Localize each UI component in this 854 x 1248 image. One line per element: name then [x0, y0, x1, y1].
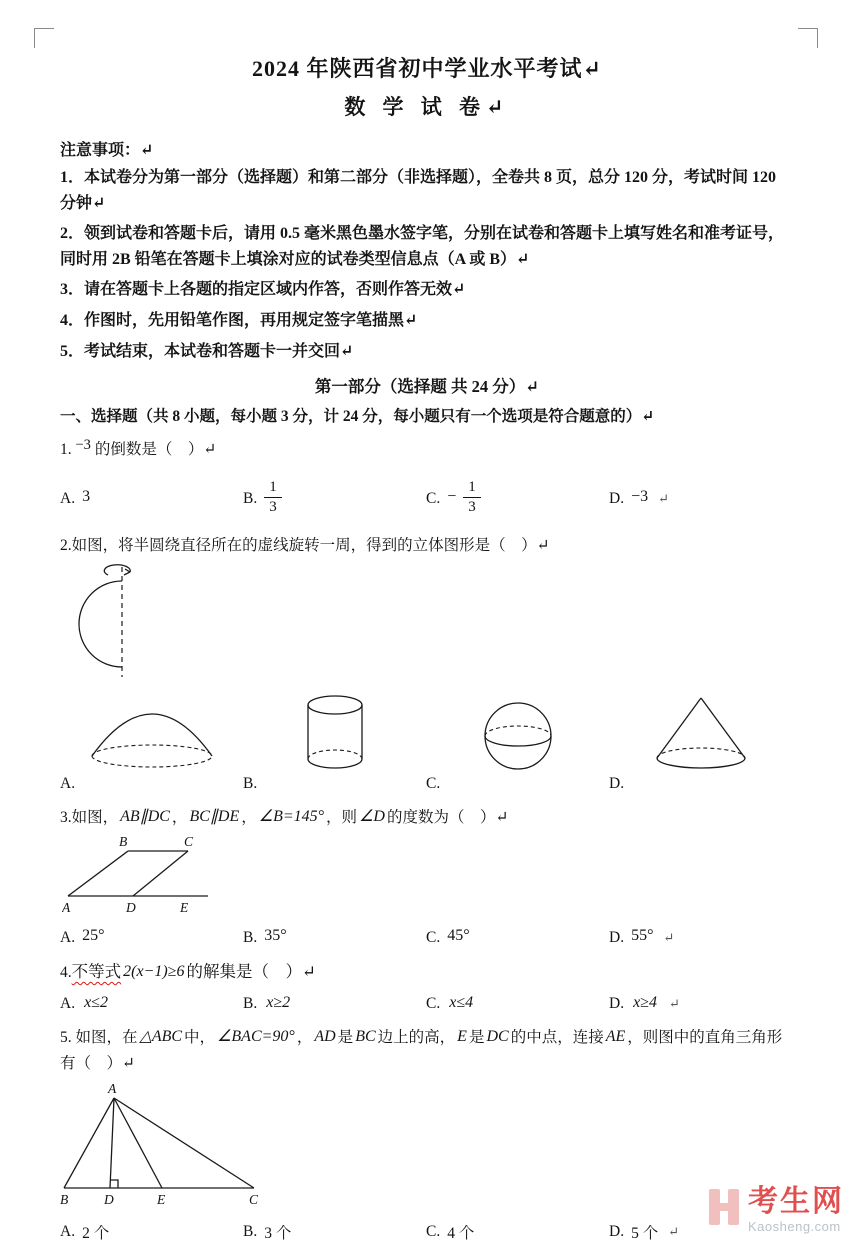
q5-label-c: C [249, 1192, 259, 1208]
q3-segment-cd [133, 851, 188, 896]
sphere-equator-front [485, 736, 551, 746]
q1-option-b-numerator: 1 [264, 479, 282, 498]
q5-text-3: ， [296, 1028, 313, 1046]
q1-math-neg3: −3 [75, 437, 91, 454]
q3-math-bc-de: BC∥DE [189, 807, 240, 825]
q5-paragraph-mark: ↵ [668, 1224, 680, 1240]
cylinder-figure [301, 692, 369, 772]
question-3-options [60, 929, 794, 947]
cone-base-front [657, 758, 745, 768]
q5-math-bc: BC [355, 1027, 376, 1045]
watermark-site-domain: Kaosheng.com [748, 1219, 841, 1234]
q5-math-angle-bac: ∠BAC=90° [217, 1027, 295, 1045]
sphere-equator-back [485, 726, 551, 736]
watermark-text [748, 1186, 844, 1235]
q5-option-b-value: 3 个 [264, 1225, 292, 1243]
q3-text-3: ， [241, 808, 257, 826]
q5-label-a: A [108, 1082, 117, 1097]
q3-option-d-value: 55° [631, 927, 654, 945]
q5-label-e: E [157, 1192, 166, 1208]
q1-option-b-fraction [264, 479, 282, 517]
q5-label-d: D [104, 1192, 114, 1208]
q5-text-1: 5. 如图，在 [60, 1028, 138, 1046]
q3-text-1: 3.如图， [60, 808, 119, 826]
q5-option-c [426, 1221, 609, 1243]
question-1-options [60, 476, 794, 522]
q3-option-c-value: 45° [447, 927, 470, 945]
q4-option-d-value: x≥4 [633, 993, 657, 1011]
q3-option-d-label: D. [609, 929, 625, 947]
question-5-options [60, 1221, 794, 1243]
q5-option-a [60, 1221, 243, 1243]
q4-option-a [60, 995, 243, 1013]
question-5-text [60, 1024, 794, 1078]
q3-label-b: B [119, 834, 128, 850]
right-triangle-diagram [60, 1082, 274, 1208]
notice-item-2: 2．领到试卷和答题卡后，请用 0.5 毫米黑色墨水签字笔，分别在试卷和答题卡上填写姓名和准考证号，同时用 2B 铅笔在答题卡上填涂对应的试卷类型信息点（A 或 B）↵ [60, 225, 785, 268]
sphere-outline [485, 703, 551, 769]
q1-option-c-fraction [463, 479, 481, 517]
q4-option-a-value: x≤2 [84, 993, 108, 1011]
q4-stem: 的解集是（ ）↵ [186, 962, 316, 982]
q3-label-c: C [184, 834, 194, 850]
q3-option-c-label: C. [426, 929, 441, 947]
cylinder-top [308, 696, 362, 714]
q4-option-a-label: A. [60, 994, 76, 1012]
q1-option-b [243, 480, 426, 518]
cone-base-back [657, 748, 745, 758]
q4-number: 4. [60, 964, 72, 982]
q2-figure-sphere-cell [426, 686, 609, 772]
q1-option-c-label: C. [426, 489, 441, 507]
q1-option-c [426, 480, 609, 518]
hemisphere-figure [84, 698, 220, 772]
cone-right-side [701, 698, 745, 758]
q2-semicircle-figure [64, 563, 794, 686]
q5-label-b: B [60, 1192, 69, 1208]
q5-segment-ac [114, 1098, 254, 1188]
semicircle-rotation-diagram [64, 563, 164, 681]
q1-option-c-denominator: 3 [468, 499, 476, 515]
q2-figure-hemisphere-cell [60, 686, 243, 772]
q1-option-c-sign: − [447, 487, 457, 505]
q1-option-a-value: 3 [82, 487, 91, 505]
q1-option-d [609, 487, 792, 508]
kaosheng-watermark [704, 1186, 844, 1235]
q5-text-7: 的中点，连接 [510, 1028, 604, 1046]
q3-text-5: 的度数为（ ）↵ [386, 808, 509, 826]
cylinder-bottom-back [308, 750, 362, 759]
q3-option-c [426, 929, 609, 947]
notice-item-1: 1．本试卷分为第一部分（选择题）和第二部分（非选择题），全卷共 8 页，总分 120 分，考试时间 120 分钟↵ [60, 169, 777, 212]
q3-option-b [243, 929, 426, 947]
q4-option-b-value: x≥2 [266, 993, 291, 1011]
hemisphere-base-back [92, 745, 212, 756]
q5-math-ad: AD [314, 1027, 336, 1045]
q5-segment-ae [114, 1098, 162, 1188]
q3-option-a-value: 25° [82, 927, 105, 945]
q3-math-angle-d: ∠D [359, 807, 385, 825]
q3-option-d [609, 929, 792, 947]
q5-math-dc: DC [486, 1027, 509, 1045]
q3-text-4: ，则 [326, 808, 358, 826]
q5-text-8: ，则图中的直角三角形有（ ）↵ [60, 1028, 783, 1072]
q1-option-b-denominator: 3 [269, 499, 277, 515]
q2-option-b-label: B. [243, 774, 258, 792]
notice-item-3: 3．请在答题卡上各题的指定区域内作答，否则作答无效↵ [60, 281, 466, 299]
sphere-figure [479, 700, 557, 772]
q1-option-d-value: −3 [631, 487, 649, 505]
q1-number: 1. [60, 441, 72, 459]
notices-heading: 注意事项：↵ [60, 142, 154, 159]
question-2-text: 2.如图，将半圆绕直径所在的虚线旋转一周，得到的立体图形是（ ）↵ [60, 536, 550, 554]
q5-text-5: 边上的高， [377, 1028, 456, 1046]
q5-altitude-ad [110, 1098, 114, 1188]
q2-option-c-label: C. [426, 774, 441, 792]
q3-option-b-label: B. [243, 929, 258, 947]
exam-title: 2024 年陕西省初中学业水平考试↵ [252, 56, 602, 81]
q5-option-b-label: B. [243, 1223, 258, 1241]
q2-solid-figures-row [60, 686, 794, 772]
q1-paragraph-mark: ↵ [658, 490, 670, 506]
q2-option-labels [60, 775, 794, 793]
q5-option-c-value: 4 个 [447, 1225, 475, 1243]
q3-figure [62, 834, 794, 921]
q4-option-b [243, 995, 426, 1013]
q2-figure-cone-cell [609, 686, 792, 772]
notice-item-5: 5．考试结束，本试卷和答题卡一并交回↵ [60, 342, 354, 360]
question-1-text [60, 437, 794, 463]
q5-option-c-label: C. [426, 1223, 441, 1241]
q1-option-a-label: A. [60, 489, 76, 507]
q5-text-2: 中， [184, 1028, 216, 1046]
q3-option-a [60, 929, 243, 947]
q4-paragraph-mark: ↵ [668, 995, 680, 1011]
q4-math-inequality: 2(x−1)≥6 [123, 963, 185, 981]
question-3-text [60, 804, 794, 831]
kaosheng-logo-icon [704, 1186, 746, 1228]
q4-option-b-label: B. [243, 994, 258, 1012]
notice-item-4: 4．作图时，先用铅笔作图，再用规定签字笔描黑↵ [60, 311, 418, 329]
q5-text-4: 是 [337, 1028, 354, 1046]
q5-figure [60, 1082, 794, 1213]
parallel-lines-diagram [62, 834, 232, 916]
q5-text-6: 是 [468, 1028, 485, 1046]
q3-option-b-value: 35° [264, 927, 287, 945]
q3-math-ab-dc: AB∥DC [120, 807, 170, 825]
q5-option-b [243, 1221, 426, 1243]
q4-option-d-label: D. [609, 994, 625, 1012]
q3-paragraph-mark: ↵ [663, 930, 675, 946]
q5-option-d-label: D. [609, 1223, 625, 1241]
q4-option-d [609, 995, 792, 1013]
q3-option-a-label: A. [60, 929, 76, 947]
q5-math-ae: AE [605, 1027, 626, 1045]
q2-option-a-label: A. [60, 774, 76, 792]
q1-option-a [60, 487, 243, 508]
q2-figure-cylinder-cell [243, 686, 426, 772]
question-4-options [60, 995, 794, 1013]
q4-option-c [426, 995, 609, 1013]
semicircle-arc [79, 581, 122, 667]
exam-subtitle: 数 学 试 卷↵ [344, 95, 510, 119]
q5-segment-ab [64, 1098, 114, 1188]
crop-mark-top-right [798, 28, 818, 48]
hemisphere-base-front [92, 756, 212, 767]
q2-option-d-label: D. [609, 774, 625, 792]
hemisphere-dome [92, 714, 212, 756]
q1-option-b-label: B. [243, 489, 258, 507]
q5-math-triangle-abc: △ABC [139, 1027, 183, 1045]
q1-option-c-numerator: 1 [463, 479, 481, 498]
q3-label-a: A [62, 900, 71, 916]
q3-segment-ab [68, 851, 128, 896]
logo-bar-middle [716, 1203, 734, 1211]
q1-option-d-label: D. [609, 489, 625, 507]
q5-math-e: E [457, 1027, 467, 1045]
q4-text-inequality: 不等式 [71, 962, 122, 982]
q1-stem: 的倒数是（ ）↵ [94, 441, 217, 459]
q5-option-d-value: 5 个 [631, 1225, 659, 1243]
part-one-heading: 第一部分（选择题 共 24 分）↵ [314, 377, 540, 397]
q3-math-angle-b: ∠B=145° [258, 807, 325, 825]
q4-option-c-value: x≤4 [449, 993, 474, 1011]
rotation-arrowhead [124, 569, 130, 575]
q5-right-angle-mark [110, 1180, 118, 1188]
section-instruction: 一、选择题（共 8 小题，每小题 3 分，计 24 分，每小题只有一个选项是符合题意的）↵ [60, 408, 655, 426]
cylinder-bottom-front [308, 759, 362, 768]
q4-option-c-label: C. [426, 994, 441, 1012]
crop-mark-top-left [34, 28, 54, 48]
question-4-text [60, 958, 794, 986]
q5-option-a-value: 2 个 [82, 1225, 110, 1243]
q3-label-d: D [126, 900, 136, 916]
q3-text-2: ， [171, 808, 188, 826]
page-content [60, 0, 794, 1243]
q5-option-a-label: A. [60, 1223, 76, 1241]
q3-label-e: E [180, 900, 189, 916]
watermark-site-name: 考生网 [748, 1184, 844, 1218]
cone-figure [649, 692, 753, 772]
